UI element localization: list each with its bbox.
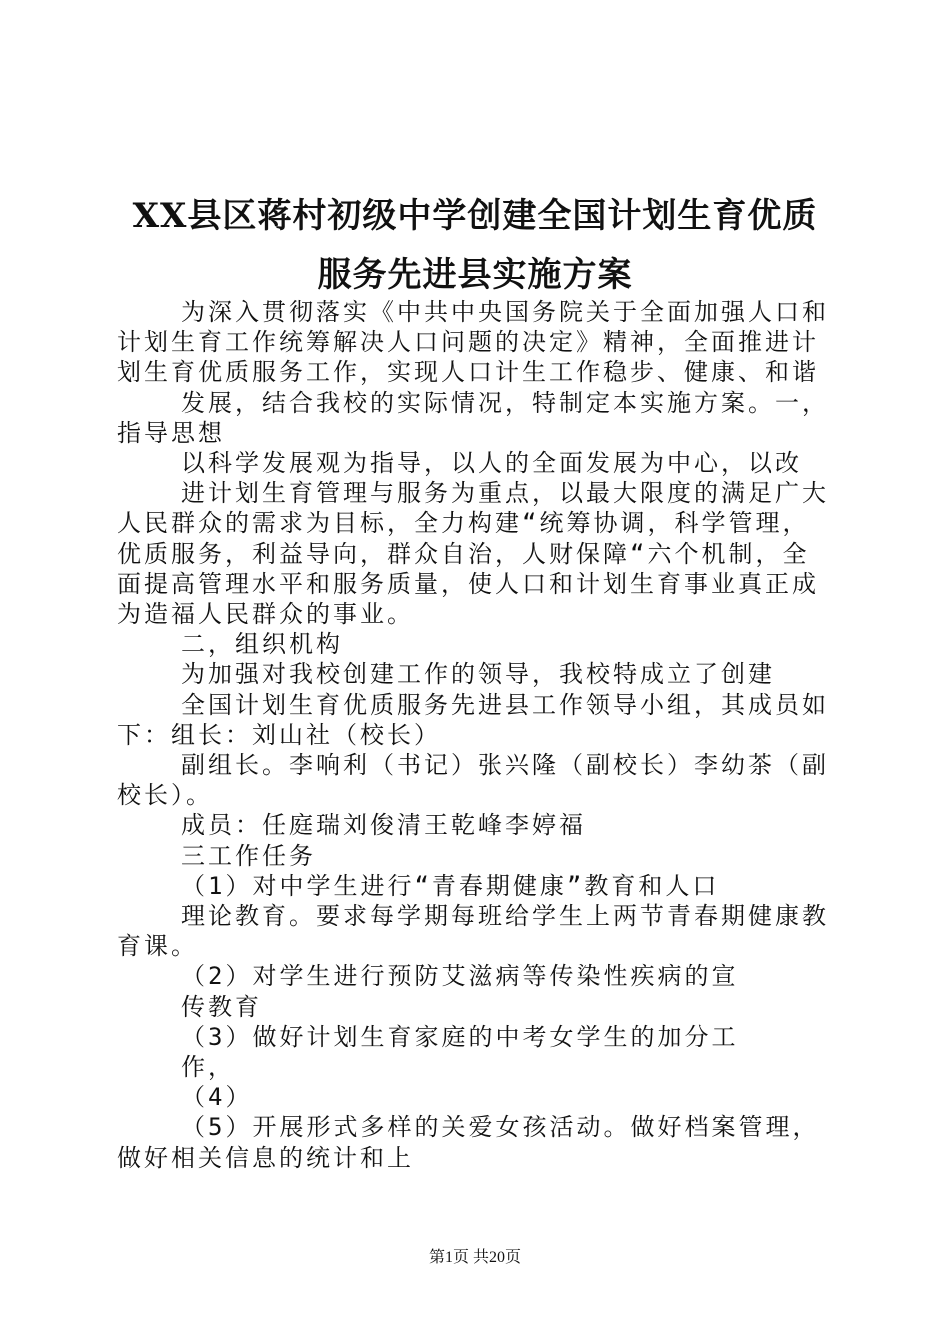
- paragraph: （1）对中学生进行“青春期健康”教育和人口: [181, 871, 720, 900]
- paragraph: （5）开展形式多样的关爱女孩活动。做好档案管理，做好相关信息的统计和上: [117, 1113, 820, 1172]
- page-footer: 第1页 共20页: [428, 1249, 521, 1266]
- paragraph: 发展，结合我校的实际情况，特制定本实施方案。一，指导思想: [117, 388, 829, 447]
- paragraph: 为深入贯彻落实《中共中央国务院关于全面加强人口和计划生育工作统筹解决人口问题的决定》精神，全面推进计划生育优质服务工作，实现人口计生工作稳步、健康、和谐: [117, 298, 829, 387]
- paragraph: 理论教育。要求每学期每班给学生上两节青春期健康教育课。: [117, 902, 829, 961]
- paragraph: （2）对学生进行预防艾滋病等传染性疾病的宣: [181, 962, 739, 991]
- paragraph: （4）: [181, 1083, 253, 1112]
- paragraph: 以科学发展观为指导，以人的全面发展为中心，以改: [181, 449, 802, 478]
- paragraph: 作，: [181, 1053, 235, 1082]
- paragraph: 二，组织机构: [181, 630, 343, 659]
- paragraph: 全国计划生育优质服务先进县工作领导小组，其成员如下：组长：刘山社（校长）: [117, 690, 829, 749]
- paragraph: 副组长。李响利（书记）张兴隆（副校长）李幼茶（副校长）。: [117, 751, 829, 810]
- paragraph: 进计划生育管理与服务为重点，以最大限度的满足广大人民群众的需求为目标，全力构建“统筹协调，科学管理，优质服务，利益导向，群众自治，人财保障“六个机制，全面提高管理水平和服务质量，使人口和计划生育事业真正成为造福人民群众的事业。: [117, 479, 829, 629]
- document-body: [117, 297, 833, 1173]
- paragraph: （3）做好计划生育家庭的中考女学生的加分工: [181, 1022, 739, 1051]
- paragraph: 三工作任务: [181, 841, 316, 870]
- paragraph: 成员：任庭瑞刘俊清王乾峰李婷福: [181, 811, 586, 840]
- document-title-line-2: 服务先进县实施方案: [317, 255, 633, 295]
- paragraph: 传教育: [181, 992, 262, 1021]
- document-title-line-1: XX县区蒋村初级中学创建全国计划生育优质: [132, 196, 818, 236]
- paragraph: 为加强对我校创建工作的领导，我校特成立了创建: [181, 660, 775, 689]
